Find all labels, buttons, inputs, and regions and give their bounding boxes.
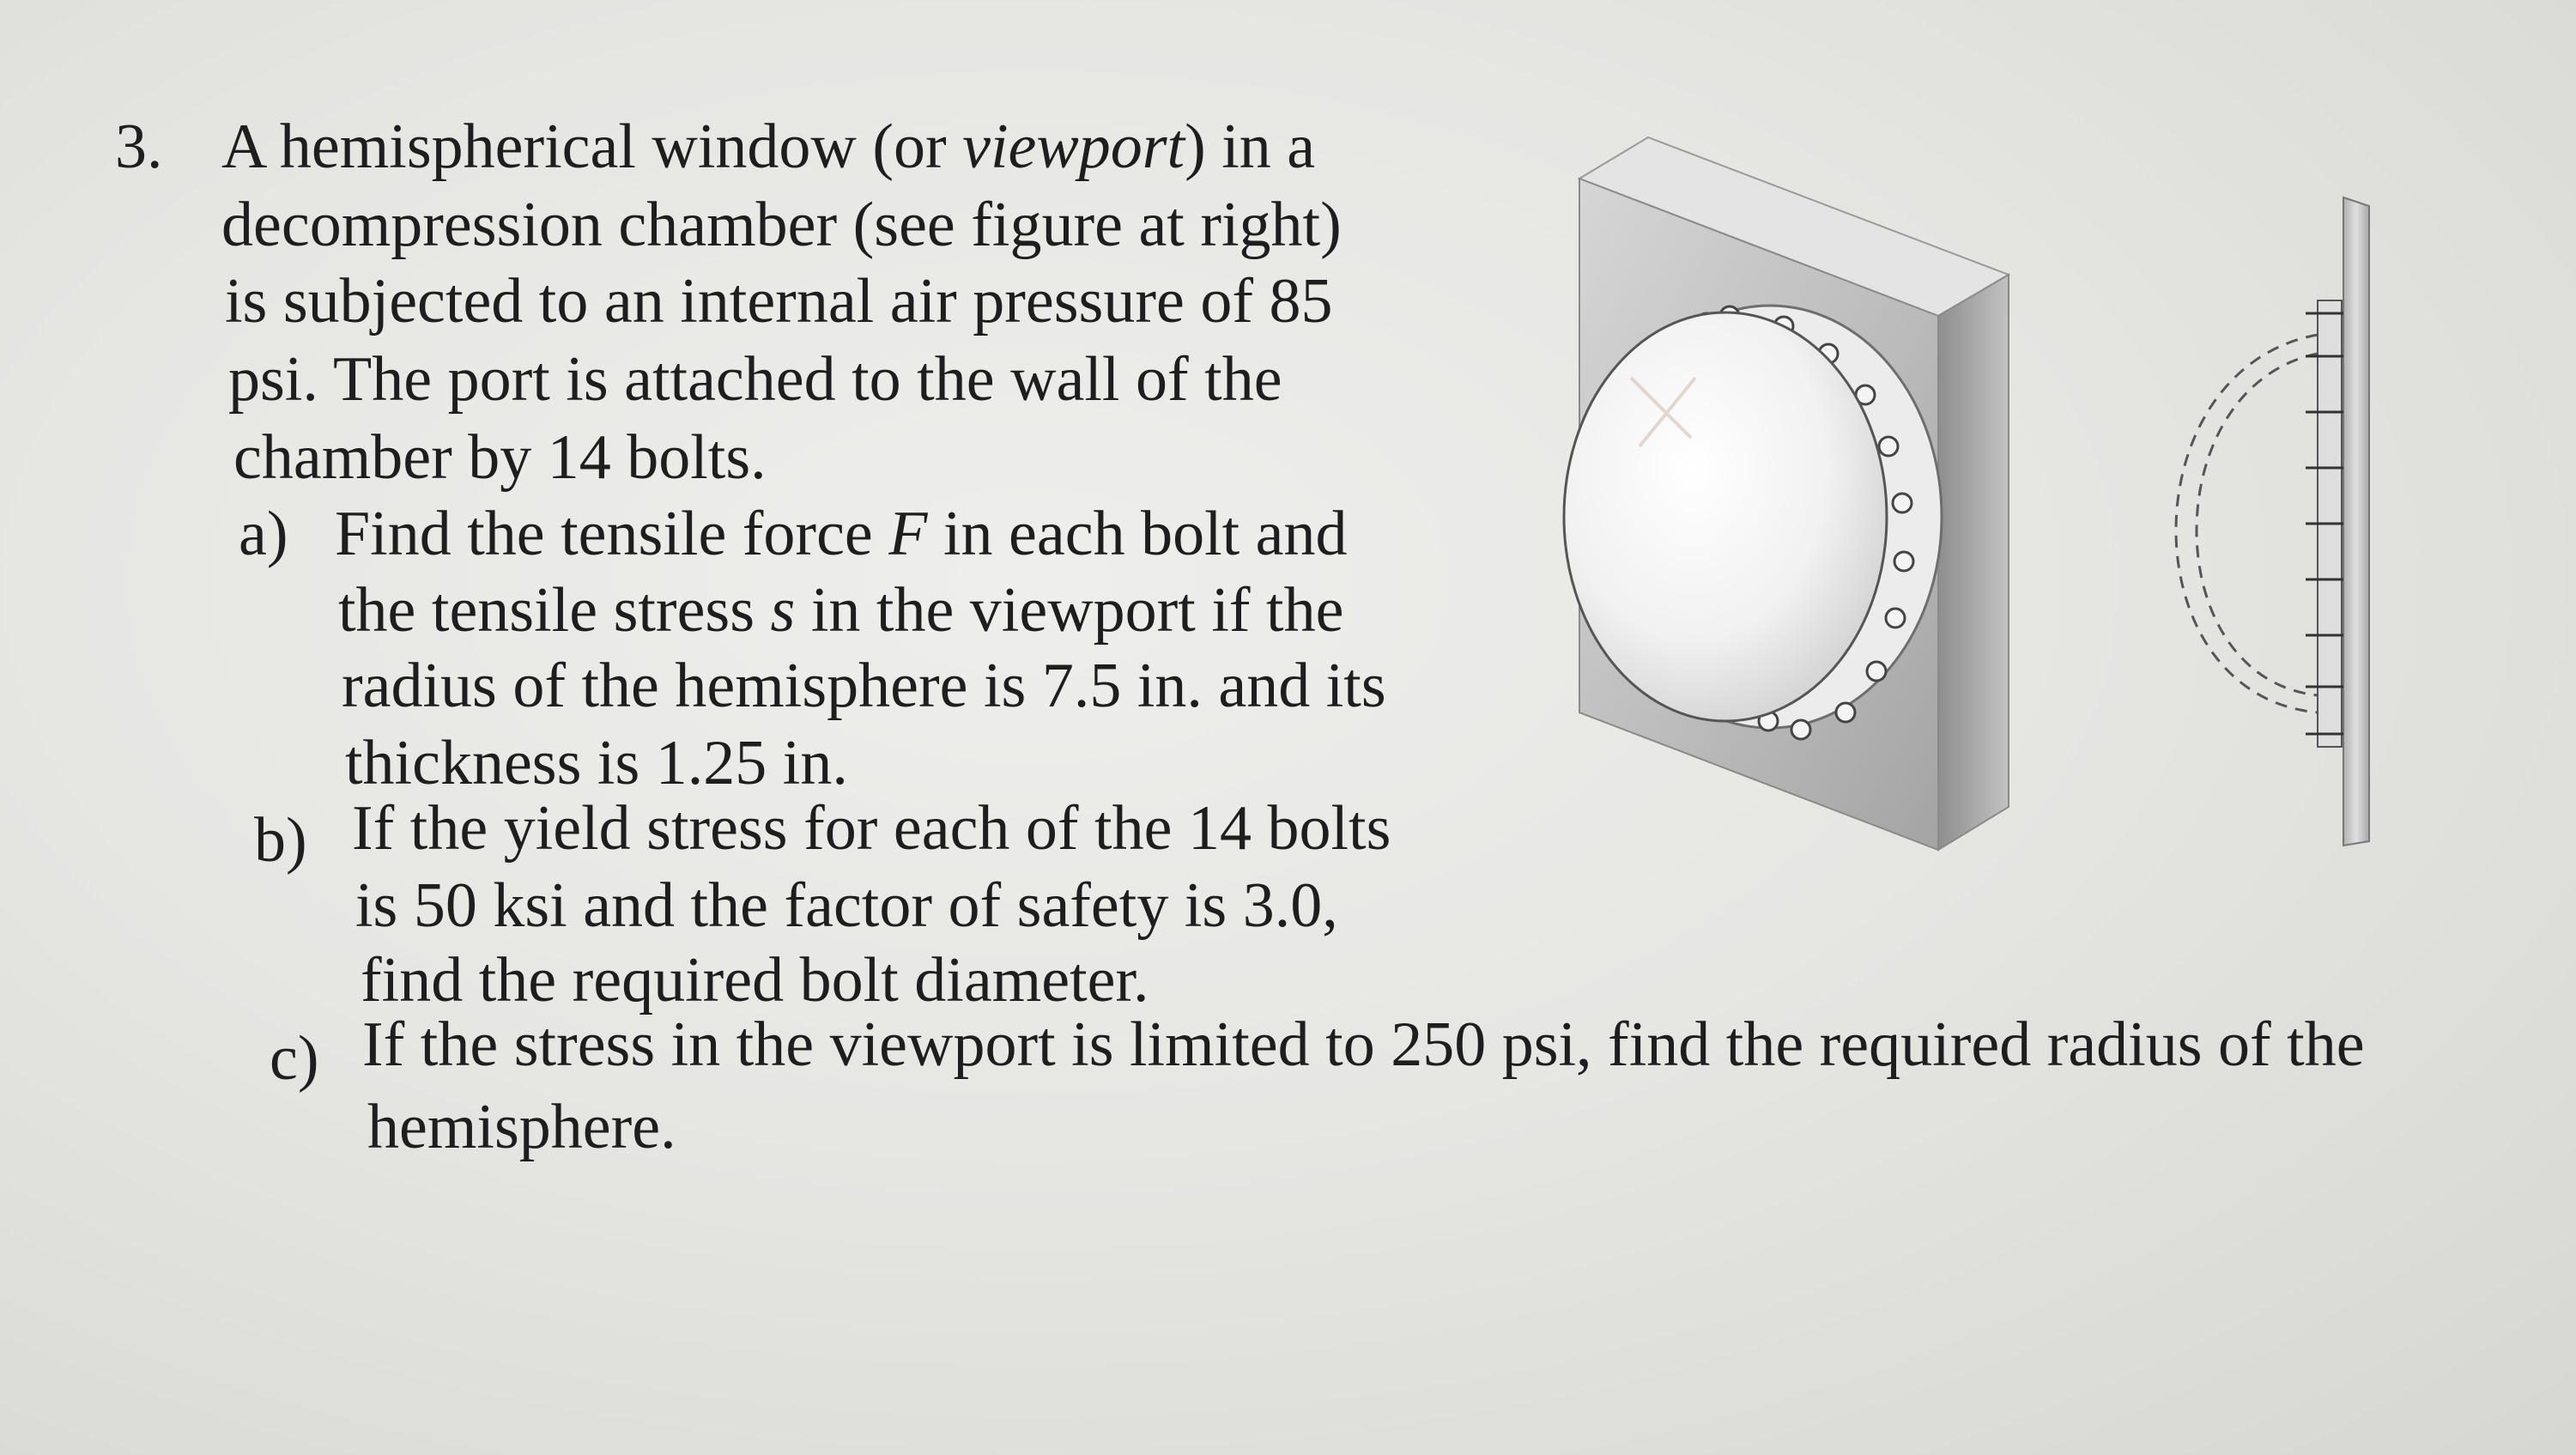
- intro-line-1: [221, 112, 1316, 182]
- part-b-line-1: If the yield stress for each of the 14 bolts: [352, 793, 1391, 864]
- bolt-10: [1836, 703, 1855, 722]
- stress-variable: s: [770, 575, 796, 646]
- bolt-6: [1893, 494, 1912, 512]
- intro-text: A hemispherical window (or: [221, 112, 963, 182]
- intro-line-4: psi. The port is attached to the wall of the: [228, 344, 1282, 415]
- part-a-text: in each bolt and: [927, 499, 1348, 569]
- section-wall: [2343, 197, 2369, 846]
- viewport-term: viewport: [962, 112, 1185, 182]
- bolt-9: [1867, 662, 1886, 681]
- part-a-line-3: radius of the hemisphere is 7.5 in. and its: [342, 651, 1386, 721]
- bolt-11: [1791, 720, 1810, 739]
- part-a-line-4: thickness is 1.25 in.: [345, 728, 848, 798]
- intro-text: ) in a: [1185, 112, 1316, 182]
- part-c-line-2: hemisphere.: [367, 1092, 676, 1162]
- part-a-line-2: [338, 575, 1344, 646]
- wall-side-face: [1938, 275, 2009, 850]
- part-b-line-3: find the required bolt diameter.: [361, 945, 1149, 1015]
- intro-line-5: chamber by 14 bolts.: [233, 422, 767, 493]
- intro-line-2: decompression chamber (see figure at right): [221, 190, 1342, 260]
- bolt-8: [1886, 609, 1905, 627]
- section-dome-outer: [2176, 335, 2318, 712]
- part-c-line-1: If the stress in the viewport is limited to 250 psi, find the required radius of the: [362, 1009, 2365, 1080]
- bolt-7: [1894, 552, 1913, 571]
- intro-line-3: is subjected to an internal air pressure of 85: [225, 266, 1333, 336]
- part-a-text: in the viewport if the: [795, 575, 1344, 646]
- part-a-label: a): [239, 499, 288, 569]
- part-b-label: b): [254, 805, 307, 876]
- viewport-figure: [1511, 129, 2421, 858]
- part-a-text: the tensile stress: [338, 575, 771, 646]
- problem-number: 3.: [115, 112, 163, 182]
- section-dome-inner: [2197, 354, 2318, 695]
- part-b-line-2: is 50 ksi and the factor of safety is 3.0,: [355, 870, 1338, 941]
- hemisphere-dome: [1564, 312, 1887, 721]
- bolt-5: [1879, 437, 1898, 456]
- force-variable: F: [888, 499, 928, 569]
- part-c-label: c): [270, 1023, 319, 1094]
- section-view: [2176, 197, 2369, 846]
- part-a-text: Find the tensile force: [335, 499, 889, 569]
- part-a-line-1: [335, 499, 1348, 569]
